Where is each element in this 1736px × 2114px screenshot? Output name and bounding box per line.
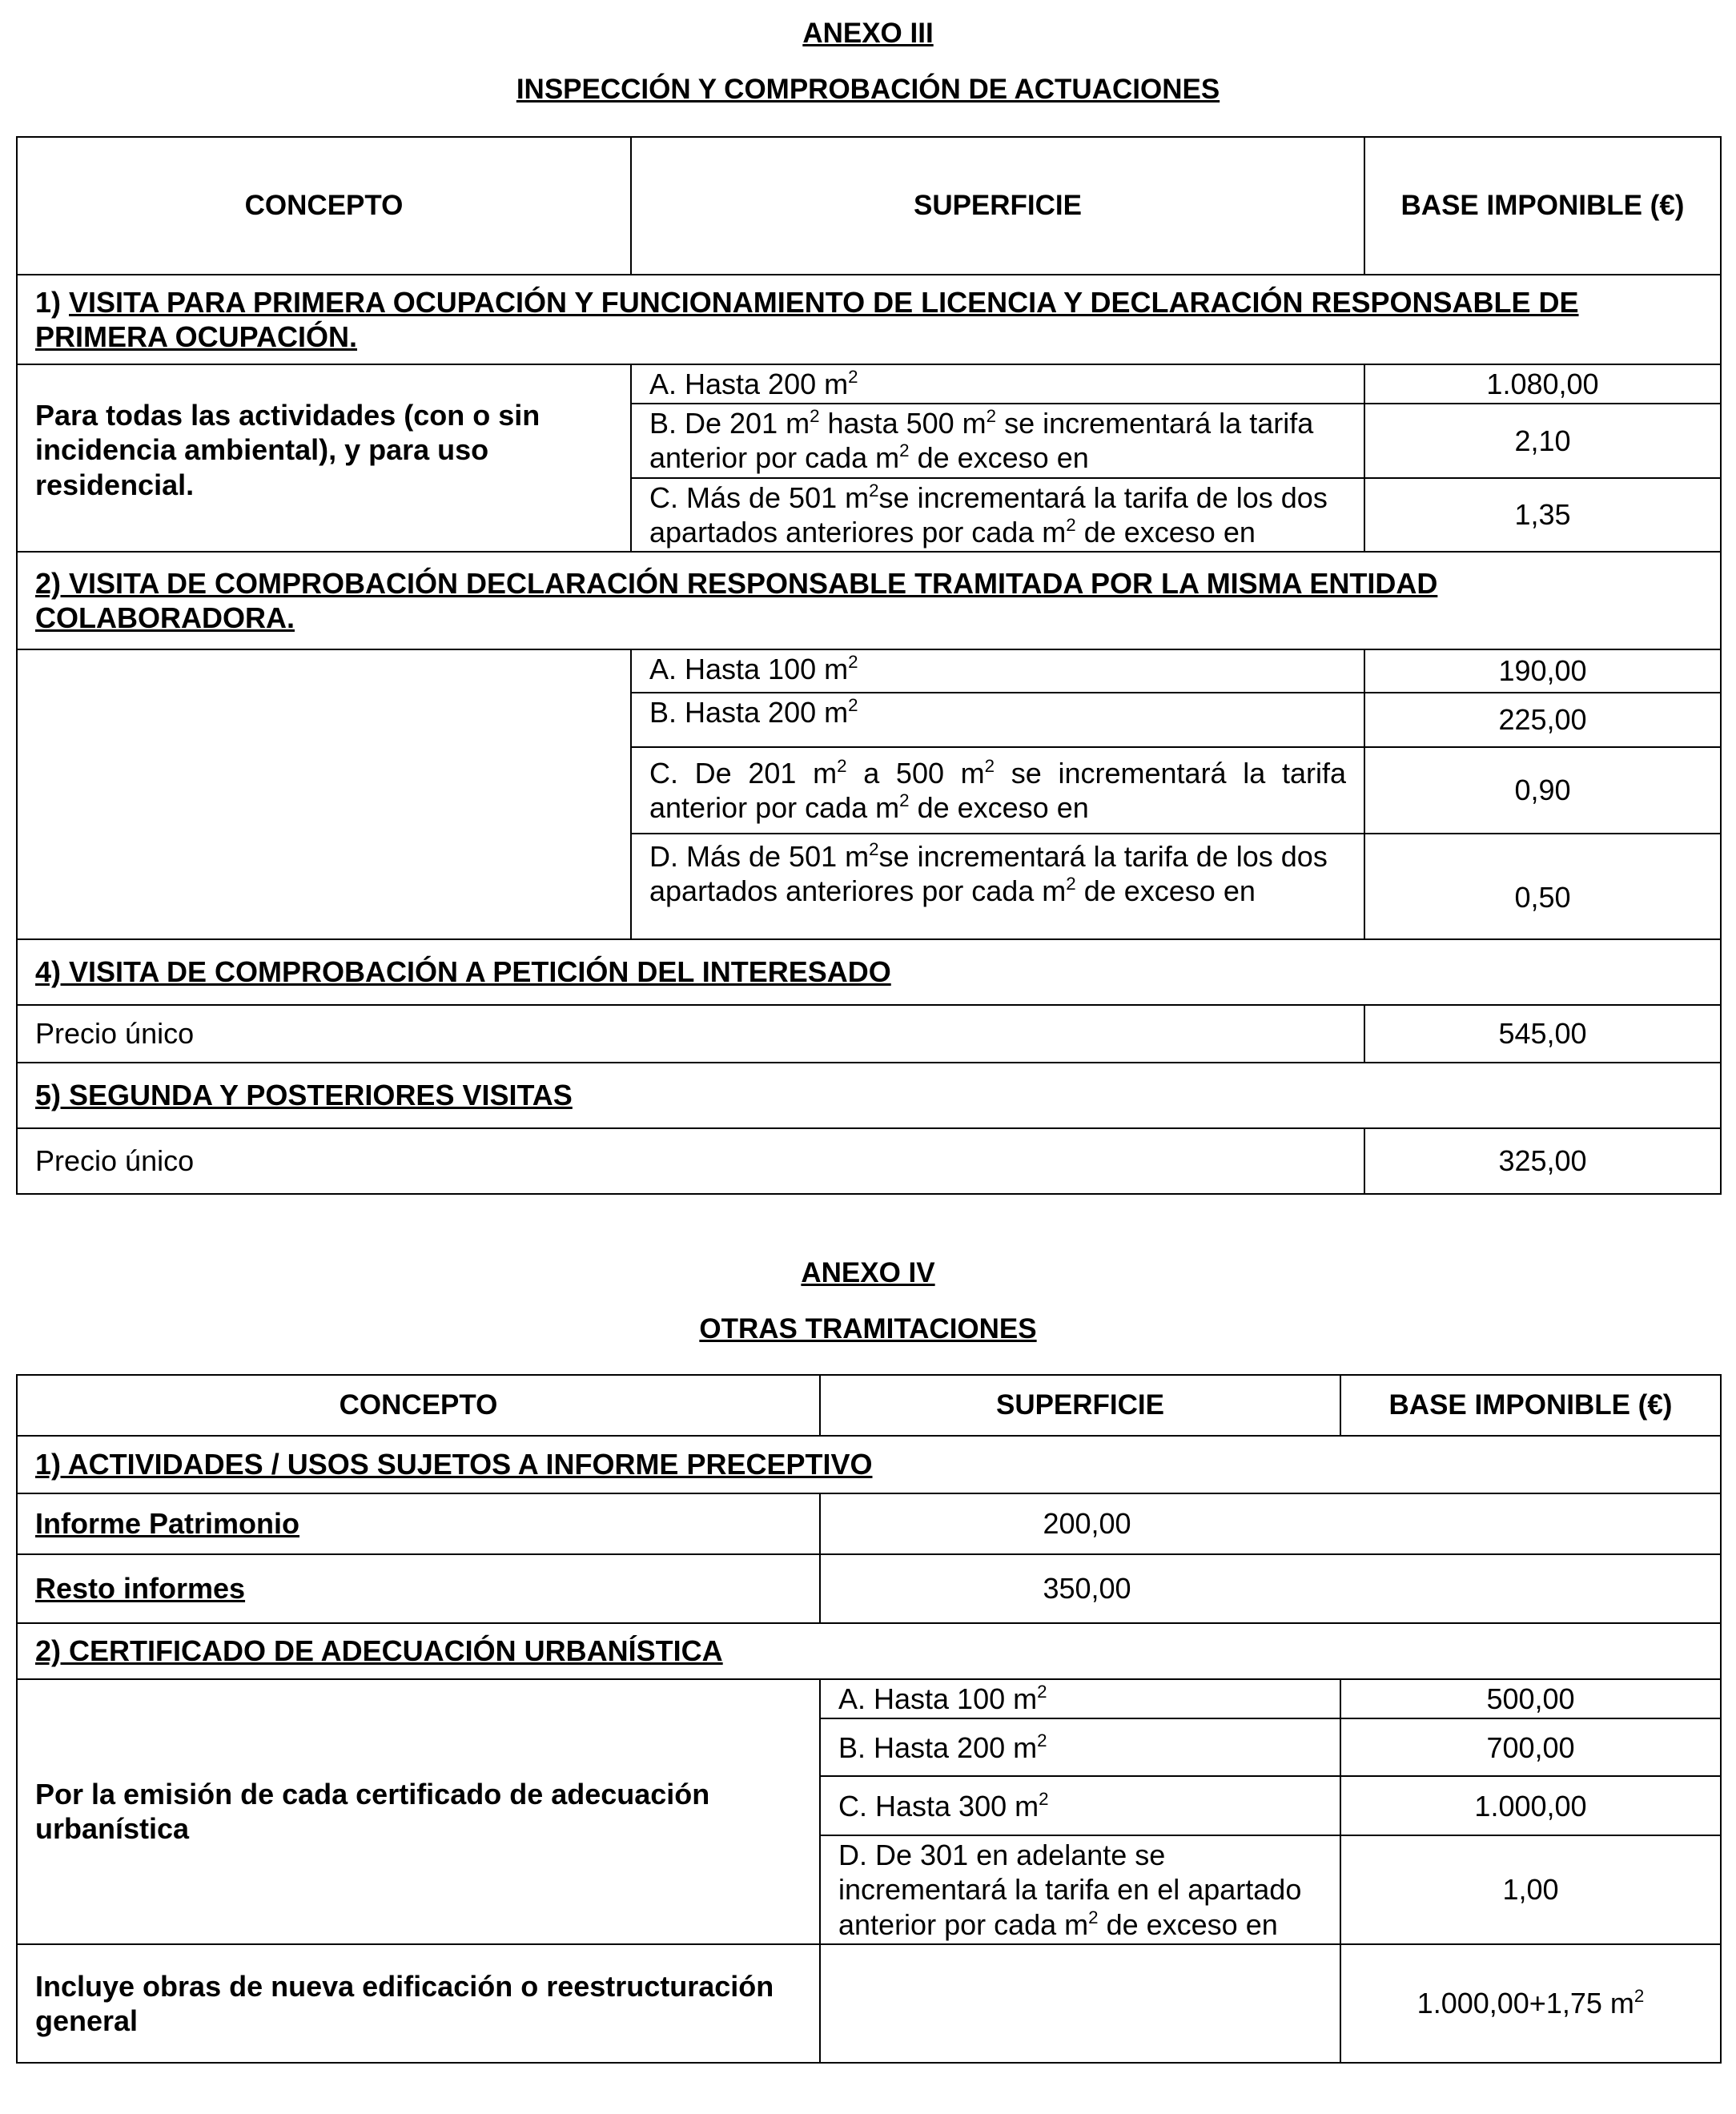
annex3-title: ANEXO III xyxy=(802,18,934,49)
section-row xyxy=(17,1436,1721,1493)
value-cell: 1.000,00+1,75 $m^2$ xyxy=(1340,1944,1721,2063)
informe-label: Informe Patrimonio xyxy=(17,1493,820,1554)
annex4-subtitle: OTRAS TRAMITACIONES xyxy=(699,1313,1037,1344)
surface-cell: A. Hasta 100 $m^2$ xyxy=(820,1679,1340,1718)
value-cell: 700,00 xyxy=(1340,1718,1721,1776)
value-cell: 1.000,00 xyxy=(1340,1776,1721,1835)
value-cell: 0,50 xyxy=(1364,834,1721,939)
surface-cell: A. Hasta 200 $m^2$ xyxy=(631,364,1364,404)
header-concepto: CONCEPTO xyxy=(17,1375,820,1436)
section-1-title: 1) VISITA PARA PRIMERA OCUPACIÓN Y FUNCIONAMIENTO DE LICENCIA Y DECLARACIÓN RESPONSABLE DE PRIMERA OCUPACIÓN. xyxy=(17,275,1721,364)
section-2-concept: Por la emisión de cada certificado de adecuación urbanística xyxy=(17,1679,820,1944)
section-row xyxy=(17,939,1721,1005)
table-row xyxy=(17,649,1721,693)
value-cell: 1,00 xyxy=(1340,1835,1721,1944)
table-row xyxy=(17,1679,1721,1718)
value-cell: 545,00 xyxy=(1364,1005,1721,1063)
value-cell: 0,90 xyxy=(1364,747,1721,834)
surface-cell: B. De 201 $m^2$ hasta 500 $m^2$ se incrementará la tarifa anterior por cada $m^2$ de exceso en xyxy=(631,404,1364,477)
section-row xyxy=(17,1063,1721,1128)
header-row xyxy=(17,1375,1721,1436)
extra-concept: Incluye obras de nueva edificación o reestructuración general xyxy=(17,1944,820,2063)
empty-concept-cell xyxy=(17,649,631,939)
table-row xyxy=(17,1554,1721,1623)
surface-cell: C. De 201 $m^2$ a 500 $m^2$ se incrementará la tarifa anterior por cada $m^2$ de exceso en xyxy=(631,747,1364,834)
header-row xyxy=(17,137,1721,275)
section-row xyxy=(17,552,1721,649)
value-cell: 2,10 xyxy=(1364,404,1721,477)
surface-cell: A. Hasta 100 $m^2$ xyxy=(631,649,1364,693)
price-label: Precio único xyxy=(17,1128,1364,1194)
header-base-imponible: BASE IMPONIBLE (€) xyxy=(1340,1375,1721,1436)
value-cell: 190,00 xyxy=(1364,649,1721,693)
table-row xyxy=(17,1128,1721,1194)
price-label: Precio único xyxy=(17,1005,1364,1063)
section-1-concept: Para todas las actividades (con o sin incidencia ambiental), y para uso residencial. xyxy=(17,364,631,552)
annex3-table xyxy=(16,136,1722,1195)
value-cell: 325,00 xyxy=(1364,1128,1721,1194)
section-4-title: 4) VISITA DE COMPROBACIÓN A PETICIÓN DEL INTERESADO xyxy=(17,939,1721,1005)
annex4-title: ANEXO IV xyxy=(801,1257,935,1288)
table-row xyxy=(17,1005,1721,1063)
table-row xyxy=(17,364,1721,404)
header-superficie: SUPERFICIE xyxy=(631,137,1364,275)
surface-cell: D. De 301 en adelante se incrementará la tarifa en el apartado anterior por cada $m^2$ de exceso en xyxy=(820,1835,1340,1944)
empty-surface-cell xyxy=(820,1944,1340,2063)
header-concepto: CONCEPTO xyxy=(17,137,631,275)
annex3-subtitle: INSPECCIÓN Y COMPROBACIÓN DE ACTUACIONES xyxy=(516,74,1220,105)
section-2-title: 2) CERTIFICADO DE ADECUACIÓN URBANÍSTICA xyxy=(17,1623,1721,1679)
value-cell: 500,00 xyxy=(1340,1679,1721,1718)
header-base-imponible: BASE IMPONIBLE (€) xyxy=(1364,137,1721,275)
header-superficie: SUPERFICIE xyxy=(820,1375,1340,1436)
value-cell: 1.080,00 xyxy=(1364,364,1721,404)
section-1-title: 1) ACTIVIDADES / USOS SUJETOS A INFORME PRECEPTIVO xyxy=(17,1436,1721,1493)
value-cell: 200,00 xyxy=(820,1493,1721,1554)
table-row xyxy=(17,1944,1721,2063)
surface-cell: B. Hasta 200 $m^2$ xyxy=(631,693,1364,747)
section-row xyxy=(17,275,1721,364)
table-row xyxy=(17,1493,1721,1554)
annex4-table xyxy=(16,1374,1722,2064)
value-cell: 1,35 xyxy=(1364,478,1721,552)
surface-cell: C. Más de 501 $m^2se$ incrementará la tarifa de los dos apartados anteriores por cada $m^2$ de exceso en xyxy=(631,478,1364,552)
section-row xyxy=(17,1623,1721,1679)
section-2-title: 2) VISITA DE COMPROBACIÓN DECLARACIÓN RESPONSABLE TRAMITADA POR LA MISMA ENTIDAD COLABORADORA. xyxy=(17,552,1721,649)
surface-cell: B. Hasta 200 $m^2$ xyxy=(820,1718,1340,1776)
section-5-title: 5) SEGUNDA Y POSTERIORES VISITAS xyxy=(17,1063,1721,1128)
value-cell: 225,00 xyxy=(1364,693,1721,747)
informe-label: Resto informes xyxy=(17,1554,820,1623)
value-cell: 350,00 xyxy=(820,1554,1721,1623)
surface-cell: C. Hasta 300 $m^2$ xyxy=(820,1776,1340,1835)
surface-cell: D. Más de 501 $m^2se$ incrementará la tarifa de los dos apartados anteriores por cada $m^2$ de exceso en xyxy=(631,834,1364,939)
